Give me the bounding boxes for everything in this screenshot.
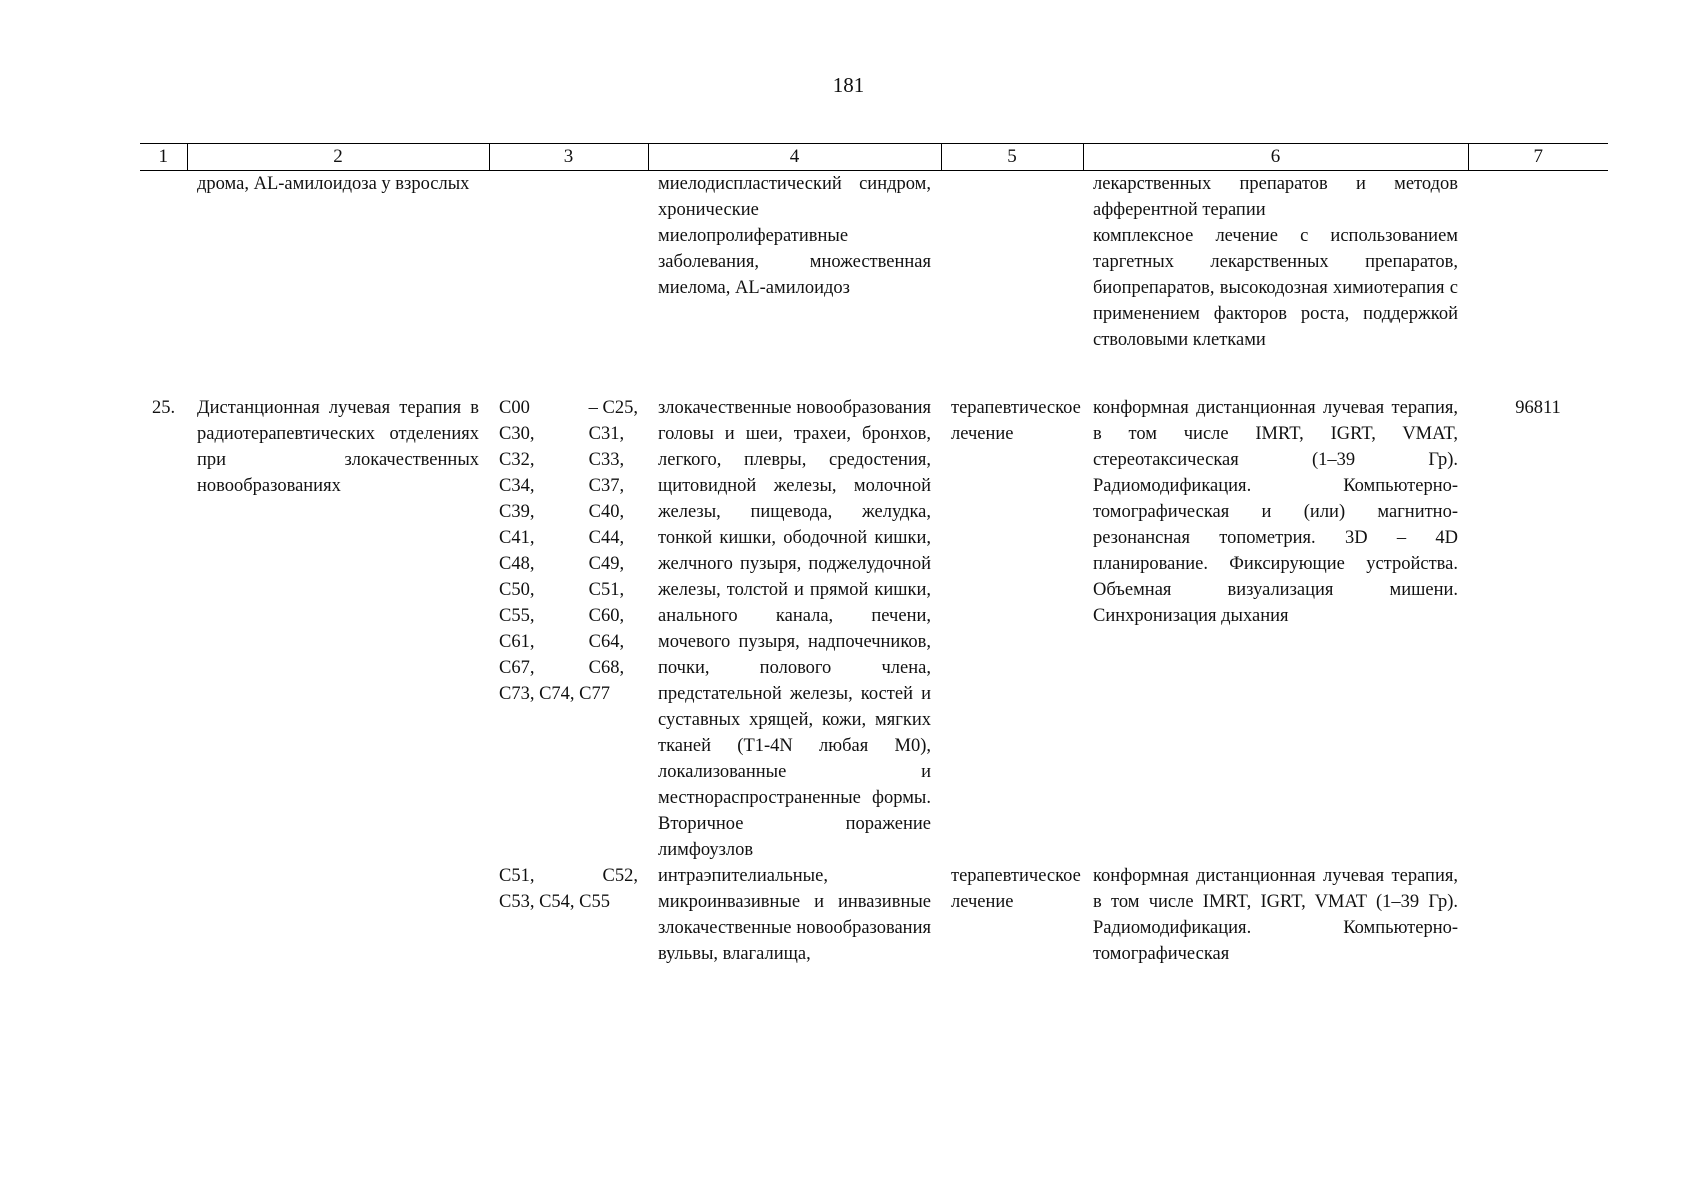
- icd-code: C64,: [588, 632, 625, 652]
- icd-code: C61,: [499, 632, 535, 652]
- row-number: [140, 863, 187, 967]
- header-col-1: 1: [140, 144, 187, 171]
- icd-code: C31,: [588, 424, 625, 444]
- row-gap-cell: [140, 353, 1608, 395]
- cost-value: [1468, 863, 1608, 967]
- icd-codes-grid: [499, 395, 638, 681]
- treatment-method: конформная дистанционная лучевая терапия, в том числе IMRT, IGRT, VMAT, стереотаксическая (1–39 Гр). Радиомодификация. Компьютерно-томографическая и (или) магнитно-резонансная топометрия. 3D – 4D планирование. Фиксирующие устройства. Объемная визуализация мишени. Синхронизация дыхания: [1093, 398, 1458, 626]
- profile-name: дрома, AL-амилоидоза у взрослых: [197, 174, 470, 194]
- icd-code: C44,: [588, 528, 625, 548]
- page-number: 181: [832, 73, 865, 97]
- medical-care-table: [140, 143, 1608, 967]
- diagnosis-description: интраэпителиальные, микроинвазивные и инвазивные злокачественные новообразования вульвы, влагалища,: [658, 866, 931, 964]
- icd-codes: [489, 171, 648, 354]
- header-col-4: 4: [648, 144, 941, 171]
- icd-code: C48,: [499, 554, 535, 574]
- table-row: [140, 863, 1608, 967]
- icd-code: C52,: [602, 866, 638, 886]
- icd-codes: [489, 395, 648, 863]
- icd-code: C50,: [499, 580, 535, 600]
- icd-codes-tail: C53, C54, C55: [499, 892, 611, 912]
- cost-value: 96811: [1515, 398, 1561, 418]
- treatment-method: конформная дистанционная лучевая терапия, в том числе IMRT, IGRT, VMAT (1–39 Гр). Радиомодификация. Компьютерно-томографическая: [1093, 866, 1458, 964]
- header-row: [140, 144, 1608, 171]
- table-row: [140, 395, 1608, 863]
- row-gap: [140, 353, 1608, 395]
- treatment-method-line: лекарственных препаратов и методов афферентной терапии: [1093, 174, 1458, 220]
- table-row: [140, 171, 1608, 354]
- icd-codes: [489, 863, 648, 967]
- icd-code: C60,: [588, 606, 625, 626]
- icd-code: C39,: [499, 502, 535, 522]
- treatment-method: [1083, 171, 1468, 354]
- icd-code: C41,: [499, 528, 535, 548]
- icd-code: C00: [499, 398, 530, 418]
- icd-codes-grid: [499, 863, 638, 889]
- treatment-type: терапевтическое лечение: [951, 866, 1081, 912]
- profile-name: Дистанционная лучевая терапия в радиотерапевтических отделениях при злокачественных новообразованиях: [197, 398, 479, 496]
- header-col-6: 6: [1083, 144, 1468, 171]
- cost-value: [1468, 171, 1608, 354]
- header-col-7: 7: [1468, 144, 1608, 171]
- icd-code: C51,: [588, 580, 625, 600]
- treatment-method-line: комплексное лечение с использованием таргетных лекарственных препаратов, биопрепаратов, высокодозная химиотерапия с применением факторов роста, поддержкой стволовыми клетками: [1093, 226, 1458, 350]
- icd-code: C37,: [588, 476, 625, 496]
- treatment-type: терапевтическое лечение: [951, 398, 1081, 444]
- icd-code: C33,: [588, 450, 625, 470]
- icd-code: – C25,: [588, 398, 638, 418]
- profile-name: [187, 863, 489, 967]
- icd-code: C40,: [588, 502, 625, 522]
- icd-code: C67,: [499, 658, 535, 678]
- icd-code: C51,: [499, 866, 535, 886]
- icd-code: C32,: [499, 450, 535, 470]
- icd-code: C30,: [499, 424, 535, 444]
- icd-codes-tail: C73, C74, C77: [499, 684, 611, 704]
- header-col-2: 2: [187, 144, 489, 171]
- treatment-type: [941, 171, 1083, 354]
- icd-code: C34,: [499, 476, 535, 496]
- row-number: 25.: [151, 398, 176, 418]
- row-number: [140, 171, 187, 354]
- header-col-3: 3: [489, 144, 648, 171]
- icd-code: C55,: [499, 606, 535, 626]
- header-col-5: 5: [941, 144, 1083, 171]
- diagnosis-description: миелодиспластический синдром, хронические миелопролиферативные заболевания, множественная миелома, AL-амилоидоз: [658, 174, 931, 298]
- diagnosis-description: злокачественные новообразования головы и шеи, трахеи, бронхов, легкого, плевры, средостения, щитовидной железы, молочной железы, пищевода, желудка, тонкой кишки, ободочной кишки, желчного пузыря, поджелудочной железы, толстой и прямой кишки, анального канала, печени, мочевого пузыря, надпочечников, почки, полового члена, предстательной железы, костей и суставных хрящей, кожи, мягких тканей (T1-4N любая M0), локализованные и местнораспространенные формы. Вторичное поражение лимфоузлов: [658, 398, 931, 860]
- icd-code: C49,: [588, 554, 625, 574]
- icd-code: C68,: [588, 658, 625, 678]
